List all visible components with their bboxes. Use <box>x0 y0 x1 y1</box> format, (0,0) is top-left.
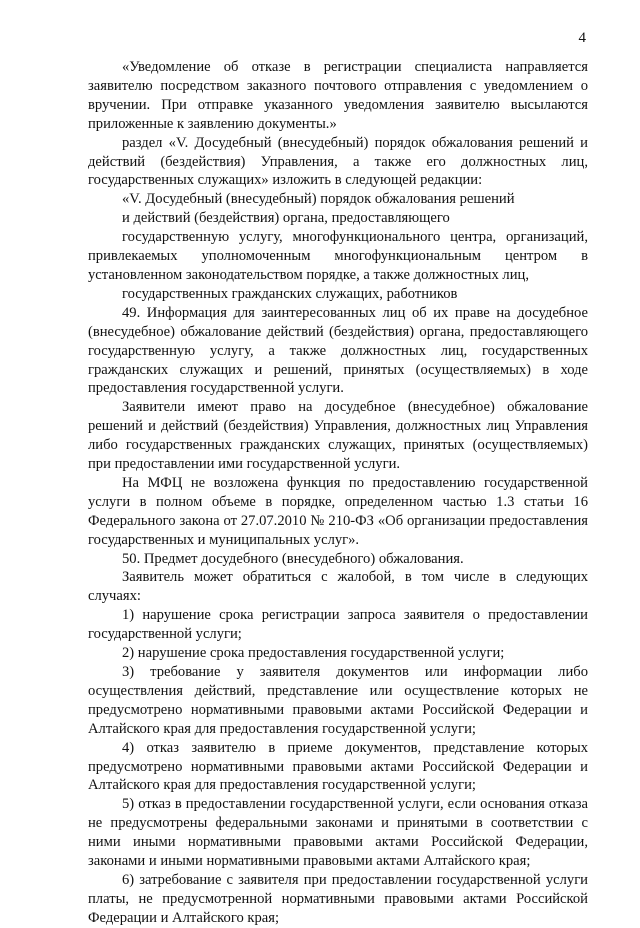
paragraph-50: 50. Предмет досудебного (внесудебного) обжалования. <box>122 550 464 567</box>
list-item-4: 4) отказ заявителю в приеме документов, представление которых предусмотрено нормативными правовыми актами Российской Федерации и Алтайского края для предоставления государственной услуги; <box>88 739 588 794</box>
paragraph-section-change: раздел «V. Досудебный (внесудебный) порядок обжалования решений и действий (бездействия) Управления, а также его должностных лиц, государственных служащих» изложить в следующей редакции: <box>88 134 588 189</box>
section-heading-line-1: «V. Досудебный (внесудебный) порядок обжалования решений <box>122 191 515 208</box>
paragraph-49: 49. Информация для заинтересованных лиц об их праве на досудебное (внесудебное) обжалование действий (бездействия) органа, предоставляющего государственную услугу, а также должностных лиц, государственных гражданских служащих и решений, принятых (осуществляемых) в ходе предоставления государственной услуги. <box>88 304 588 397</box>
section-heading-line-3: государственную услугу, многофункционального центра, организаций, привлекаемых уполномоченным многофункциональным центром в установленном законодательством порядке, а также должностных лиц, <box>88 229 588 283</box>
document-body <box>88 58 588 928</box>
list-item-5: 5) отказ в предоставлении государственной услуги, если основания отказа не предусмотрены федеральными законами и принятыми в соответствии с ними иными нормативными правовыми актами Российской Федерации, законами и иными нормативными правовыми актами Алтайского края; <box>88 796 588 870</box>
list-item-6: 6) затребование с заявителя при предоставлении государственной услуги платы, не предусмотренной нормативными правовыми актами Российской Федерации и Алтайского края; <box>88 871 588 926</box>
list-item-1: 1) нарушение срока регистрации запроса заявителя о предоставлении государственной услуги; <box>88 607 588 643</box>
section-heading-line-4: государственных гражданских служащих, работников <box>122 285 458 302</box>
page-number: 4 <box>578 30 586 46</box>
section-heading-line-2: и действий (бездействия) органа, предоставляющего <box>122 210 450 227</box>
list-item-2: 2) нарушение срока предоставления государственной услуги; <box>122 645 505 662</box>
paragraph-notice: «Уведомление об отказе в регистрации специалиста направляется заявителю посредством заказного почтового отправления с уведомлением о вручении. При отправке указанного уведомления заявителю высылаются приложенные к заявлению документы.» <box>88 59 588 132</box>
paragraph-mfc: На МФЦ не возложена функция по предоставлению государственной услуги в полном объеме в порядке, определенном частью 1.3 статьи 16 Федерального закона от 27.07.2010 № 210-ФЗ «Об организации предоставления государственных и муниципальных услуг». <box>88 474 588 548</box>
list-item-3: 3) требование у заявителя документов или информации либо осуществления действий, представление или осуществление которых не предусмотрено нормативными правовыми актами Российской Федерации и Алтайского края для предоставления государственной услуги; <box>88 664 588 737</box>
paragraph-complaint-cases: Заявитель может обратиться с жалобой, в том числе в следующих случаях: <box>88 569 588 605</box>
paragraph-applicants-rights: Заявители имеют право на досудебное (внесудебное) обжалование решений и действий (бездействия) Управления, должностных лиц Управления либо государственных гражданских служащих, принятых (осуществляемых) при предоставлении ими государственной услуги. <box>88 399 588 473</box>
